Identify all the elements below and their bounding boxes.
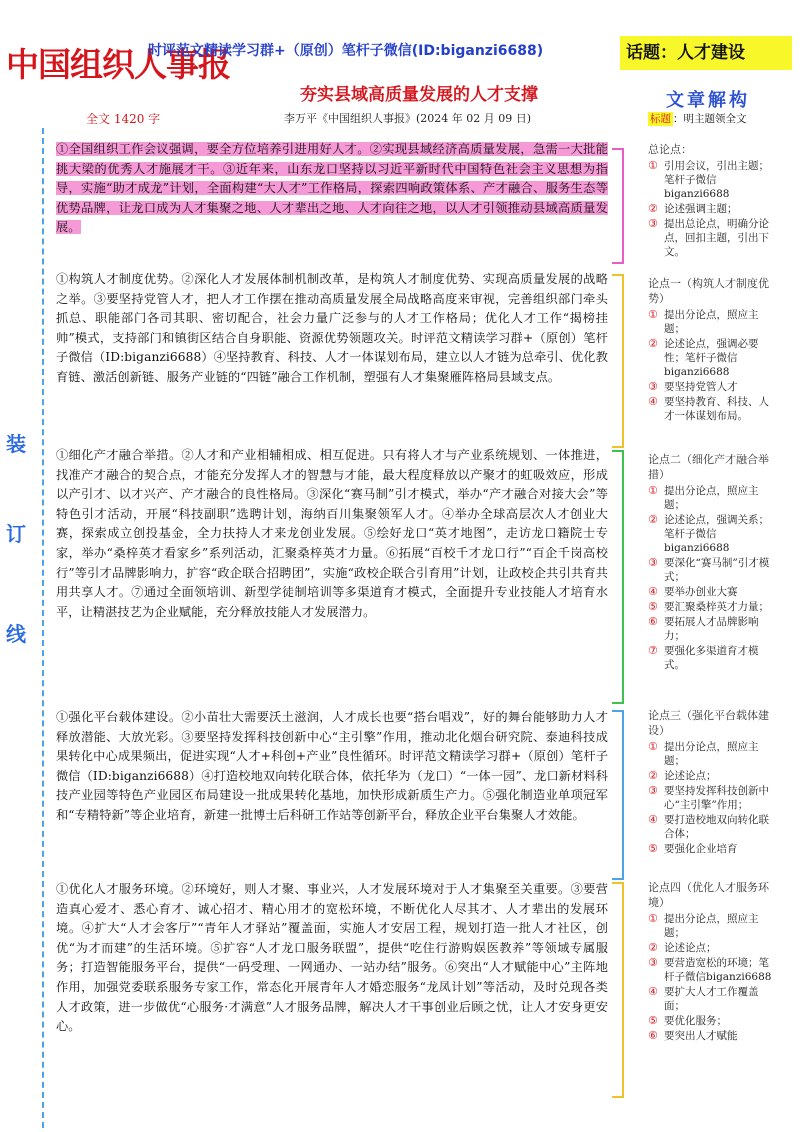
analysis-tag-row — [648, 112, 774, 126]
section-item: ④ 要扩大人才工作覆盖面； — [648, 985, 759, 1012]
binding-char-3: 线 — [6, 622, 26, 646]
paragraph-point-4 — [56, 880, 608, 1037]
paragraph-text: ①优化人才服务环境。②环境好，则人才聚、事业兴，人才发展环境对于人才集聚至关重要。③要营造真心爱才、悉心育才、诚心招才、精心用才的宽松环境，不断优化人尽其才、人才辈出的发展环境。④扩大“人才会客厅”“青年人才驿站”覆盖面，实施人才安居工程，规划打造一批人才社区，创优“为才而建”的生活环境。⑤扩容“人才龙口服务联盟”，提供“吃住行游购娱医教养”等领域专属服务；打造智能服务平台，提供“一码受理、一网通办、一站办结”服务。⑥突出“人才赋能中心”主阵地作用，加强党委联系服务专家工作，常态化开展青年人才婚恋服务“龙凤计划”等活动，及时兑现各类人才政策，进一步做优“心服务·才满意”人才服务品牌，解决人才干事创业后顾之忧，让人才安身更安心。 — [56, 882, 608, 1034]
section-item: ③ 要营造宽松的环境；笔杆子微信biganzi6688 — [648, 956, 772, 983]
binding-dashed-line — [42, 128, 44, 1128]
word-count: 全文 1420 字 — [86, 112, 161, 126]
section-item: ① 引用会议，引出主题；笔杆子微信biganzi6688 — [648, 159, 769, 200]
section-item: ⑥ 要拓展人才品牌影响力； — [648, 615, 759, 642]
bracket-intro — [612, 148, 624, 264]
paragraph-text: ①全国组织工作会议强调，要全方位培养引进用好人才。②实现县域经济高质量发展，急需一大批能挑大梁的优秀人才施展才干。③近年来，山东龙口坚持以习近平新时代中国特色社会主义思想为指导，实施“助才成龙”计划，全面构建“大人才”工作格局，探索四响政策体系、产才融合、服务生态等优势品牌，让龙口成为人才集聚之地、人才辈出之地、人才向往之地，以人才引领推动县域高质量发展。 — [56, 142, 608, 235]
section-item: ④ 要坚持教育、科技、人才一体谋划布局。 — [648, 395, 769, 422]
section-item: ① 提出分论点，照应主题； — [648, 912, 759, 939]
paragraph-text: ①细化产才融合举措。②人才和产业相辅相成、相互促进。只有将人才与产业系统规划、一体推进，找准产才融合的契合点，才能充分发挥人才的智慧与才能，最大程度释放以产聚才的虹吸效应，形成以产引才、以才兴产、产才融合的良性格局。③深化“赛马制”引才模式，举办“产才融合对接大会”等特色引才活动，开展“科技副职”选聘计划，海纳百川集聚领军人才。④举办全球高层次人才创业大赛，探索成立创投基金，全力扶持人才来龙创业发展。⑤绘好龙口“英才地图”，走访龙口籍院士专家，举办“桑梓英才看家乡”系列活动，汇聚桑梓英才力量。⑥拓展“百校千才龙口行”“百企千岗高校行”等引才品牌影响力，扩容“政企联合招聘团”，实施“政校企联合引育用”计划，让政校企共引共育共用共享人才。⑦通过全面领培训、新型学徒制培训等多渠道育才模式，全面提升专业技能人才培育水平，让精湛技艺为企业赋能，充分释放技能人才发展潜力。 — [56, 448, 608, 619]
section-item: ⑤ 要强化企业培育 — [648, 842, 738, 855]
paragraph-point-3 — [56, 708, 608, 826]
binding-char-2: 订 — [6, 522, 26, 546]
section-item: ① 提出分论点，照应主题； — [648, 308, 759, 335]
section-item: ② 论述论点； — [648, 769, 717, 782]
section-item: ④ 要打造校地双向转化联合体； — [648, 813, 769, 840]
binding-char-1: 装 — [6, 432, 26, 456]
analysis-tag-text: ：明主题领全文 — [673, 113, 747, 125]
byline: 李万平《中国组织人事报》(2024 年 02 月 09 日) — [284, 112, 532, 125]
section-head: 论点一（构筑人才制度优势） — [648, 276, 774, 306]
analysis-section-1 — [648, 276, 774, 424]
bracket-point-2 — [612, 450, 624, 704]
analysis-tag: 标题 — [650, 113, 671, 125]
paragraph-point-1 — [56, 270, 608, 388]
section-item: ⑥ 要突出人才赋能 — [648, 1029, 738, 1042]
bracket-point-3 — [612, 710, 624, 880]
section-item: ② 论述论点，强调关系；笔杆子微信biganzi6688 — [648, 513, 769, 554]
section-item: ③ 要深化“赛马制”引才模式； — [648, 556, 770, 583]
section-item: ① 提出分论点，照应主题； — [648, 740, 759, 767]
analysis-section-0 — [648, 142, 774, 260]
analysis-title: 文章解构 — [666, 90, 750, 111]
section-item: ⑤ 要优化服务； — [648, 1014, 727, 1027]
article-title: 夯实县域高质量发展的人才支撑 — [300, 85, 538, 105]
topic-label: 话题：人才建设 — [620, 36, 792, 70]
section-item: ⑦ 要强化多渠道育才模式。 — [648, 644, 759, 671]
section-item: ③ 提出总论点，明确分论点，回扣主题，引出下文。 — [648, 217, 769, 258]
newspaper-logo: 中国组织人事报 — [6, 45, 230, 84]
analysis-section-4 — [648, 880, 774, 1044]
paragraph-point-2 — [56, 446, 608, 622]
analysis-section-2 — [648, 452, 774, 673]
section-item: ① 提出分论点，照应主题； — [648, 484, 759, 511]
paragraph-intro — [56, 140, 608, 238]
bracket-point-4 — [612, 882, 624, 1098]
section-item: ② 论述论点，强调必要性；笔杆子微信biganzi6688 — [648, 337, 759, 378]
bracket-point-1 — [612, 274, 624, 448]
section-item: ④ 要举办创业大赛 — [648, 585, 738, 598]
section-head: 论点二（细化产才融合举措） — [648, 452, 774, 482]
analysis-section-3 — [648, 708, 774, 857]
section-item: ② 论述强调主题； — [648, 202, 738, 215]
section-item: ② 论述论点； — [648, 941, 717, 954]
paragraph-text: ①构筑人才制度优势。②深化人才发展体制机制改革，是构筑人才制度优势、实现高质量发展的战略之举。③要坚持党管人才，把人才工作摆在推动高质量发展全局战略高度来审视，完善组织部门牵头抓总、职能部门各司其职、密切配合，社会力量广泛参与的人才工作格局；优化人才工作“揭榜挂帅”模式，支持部门和镇街区结合自身职能、资源优势领题攻关。时评范文精读学习群+（原创）笔杆子微信（ID:biganzi6688）④坚持教育、科技、人才一体谋划布局，建立以人才链为总牵引、优化教育链、激活创新链、服务产业链的“四链”融合工作机制，塑强有人才集聚雁阵格局县域支点。 — [56, 272, 608, 384]
section-item: ③ 要坚持党管人才 — [648, 380, 738, 393]
section-item: ⑤ 要汇聚桑梓英才力量； — [648, 600, 769, 613]
section-head: 总论点： — [648, 142, 774, 157]
paragraph-text: ①强化平台载体建设。②小苗壮大需要沃土滋润，人才成长也要“搭台唱戏”，好的舞台能够助力人才释放潜能、大放光彩。③要坚持发挥科技创新中心“主引擎”作用，推动北化烟台研究院、泰迪科技成果转化中心成果频出，促进实现“人才+科创+产业”良性循环。时评范文精读学习群+（原创）笔杆子微信（ID:biganzi6688）④打造校地双向转化联合体，依托华为（龙口）“一体一园”、龙口新材料科技产业园等特色产业园区布局建设一批成果转化基地，加快形成新质生产力。⑤强化制造业单项冠军和“专精特新”等企业培育，新建一批博士后科研工作站等创新平台，释放企业平台集聚人才效能。 — [56, 710, 608, 822]
section-item: ③ 要坚持发挥科技创新中心“主引擎”作用； — [648, 784, 769, 811]
series-line: 时评范文精读学习群+（原创）笔杆子微信(ID:biganzi6688) — [148, 43, 544, 59]
section-head: 论点四（优化人才服务环境） — [648, 880, 774, 910]
section-head: 论点三（强化平台载体建设） — [648, 708, 774, 738]
